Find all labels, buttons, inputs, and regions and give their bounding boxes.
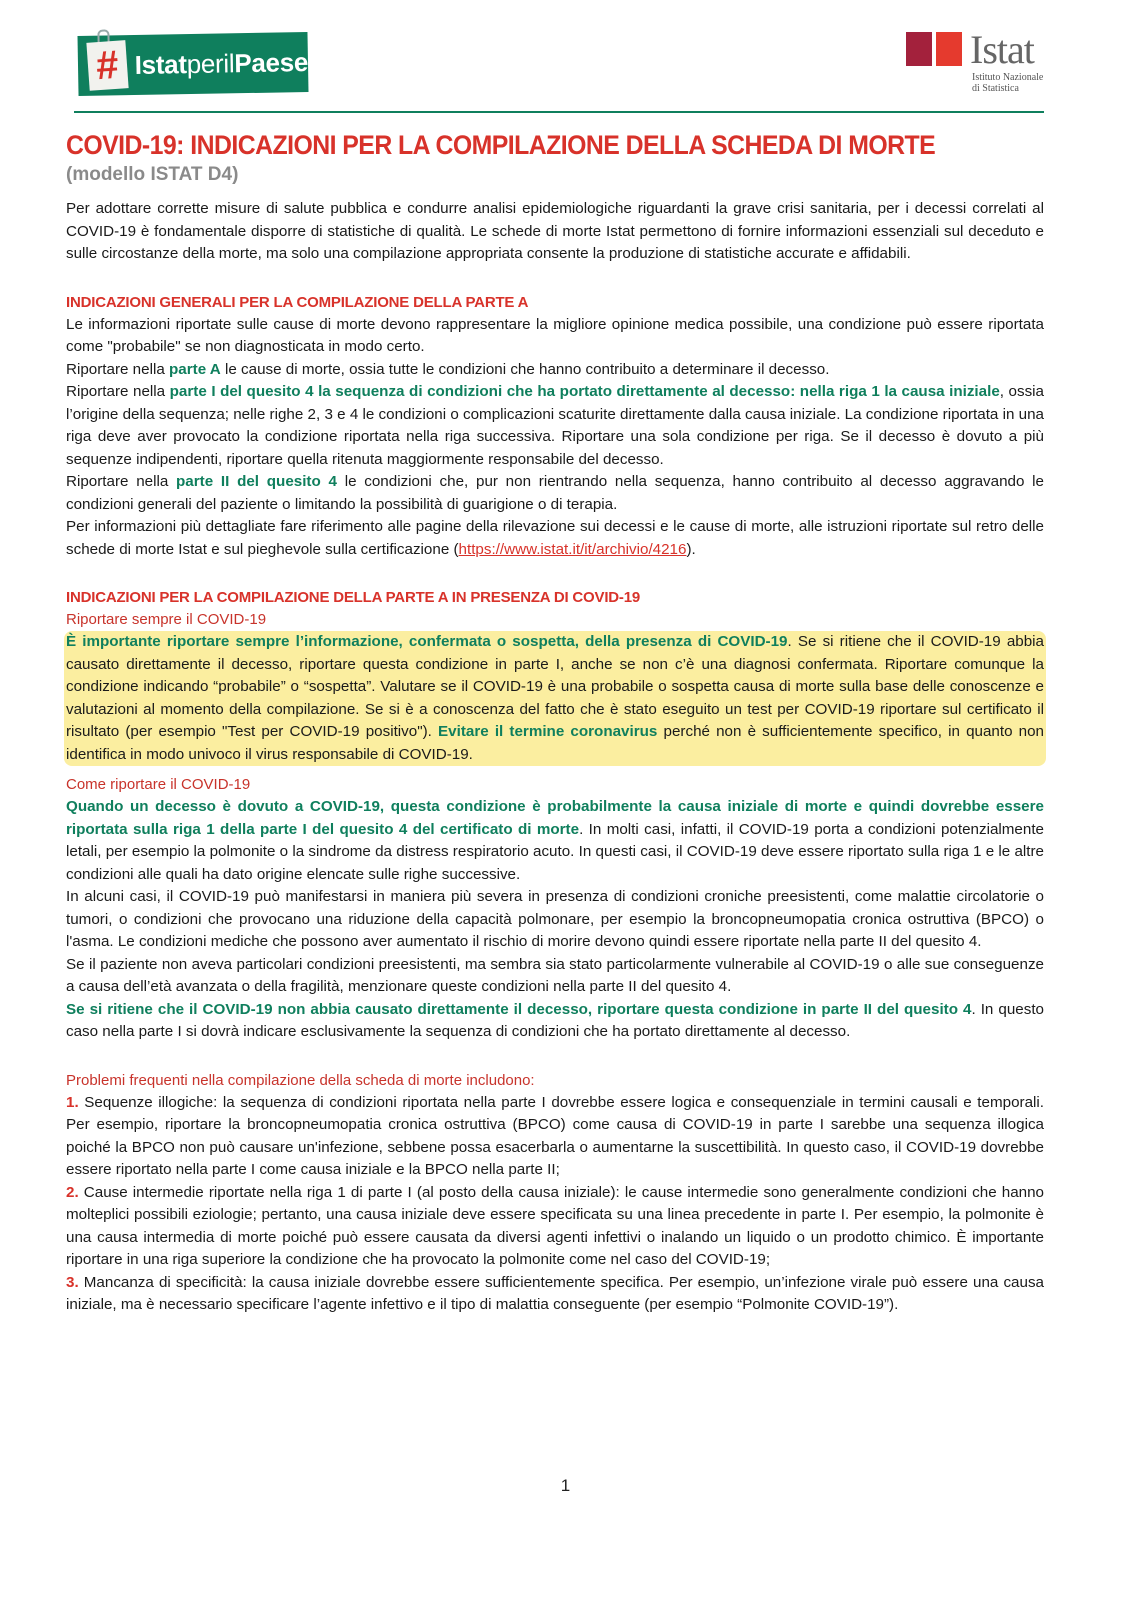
logo-text-peril: peril <box>186 47 235 79</box>
covid-paragraph-2: In alcuni casi, il COVID-19 può manifestarsi in maniera più severa in presenza di condizioni croniche preesistenti, come malattie circolatorie o tumori, o condizioni che provocano una riduzione della capacità polmonare, per esempio la broncopneumopatia cronica ostruttiva (BPCO) o l'asma. Le condizioni mediche che possono aver aumentato il rischio di morire devono quindi essere riportate nella parte II del quesito 4. <box>66 888 1044 950</box>
text: . In molti casi, infatti, il COVID-19 porta a condizioni potenzialmente letali, per esempio la polmonite o la sindrome da distress respiratorio acuto. In questi casi, il COVID-19 deve essere riportato sulla riga 1 e le altre condizioni alle quali ha dato origine elencate sulle righe successive. <box>66 820 1044 883</box>
problem-item-3 <box>66 1272 1044 1317</box>
logo-text-paese: Paese <box>234 46 309 78</box>
istat-subtitle-line1: Istituto Nazionale <box>972 72 1044 83</box>
header-divider <box>74 111 1044 113</box>
logo-text-istat: Istat <box>134 48 187 80</box>
general-paragraph-3 <box>66 381 1044 471</box>
page-number: 1 <box>560 1476 571 1495</box>
general-paragraph-4 <box>66 471 1044 516</box>
item-number: 2. <box>66 1183 79 1201</box>
item-number: 3. <box>66 1273 79 1291</box>
section-heading-covid: INDICAZIONI PER LA COMPILAZIONE DELLA PARTE A IN PRESENZA DI COVID-19 <box>66 589 641 606</box>
istat-wordmark: Istat <box>970 27 1034 72</box>
emphasis-green: Quando un decesso è dovuto a COVID-19, questa condizione è probabilmente la causa iniziale di morte e quindi dovrebbe essere riportata sulla riga 1 della parte I del quesito 4 del certificato di morte <box>66 798 1044 838</box>
general-paragraph-1: Le informazioni riportate sulle cause di morte devono rappresentare la migliore opinione medica possibile, una condizione può essere riportata come "probabile" se non diagnosticata in modo certo. <box>66 315 1044 355</box>
intro-paragraph: Per adottare corrette misure di salute pubblica e condurre analisi epidemiologiche riguardanti la grave crisi sanitaria, per i decessi correlati al COVID-19 è fondamentale disporre di statistiche di qualità. Le schede di morte Istat permettono di fornire informazioni essenziali sul deceduto e sulle circostanze della morte, ma solo una compilazione appropriata consente la produzione di statistiche accurate e affidabili. <box>66 200 1044 262</box>
item-text: Sequenze illogiche: la sequenza di condizioni riportata nella parte I dovrebbe essere logica e consequenziale in termini causali e temporali. Per esempio, riportare la broncopneumopatia cronica ostruttiva (BPCO) come causa di COVID-19 in parte I sarebbe una sequenza illogica poiché la BPCO non può causare un'infezione, sebbene possa esacerbarla o aumentarne la suscettibilità. In questo caso, il COVID-19 dovrebbe essere riportato nella parte I come causa iniziale e la BPCO nella parte II; <box>66 1093 1044 1178</box>
emphasis-green: parte I del quesito 4 la sequenza di condizioni che ha portato direttamente al decesso: nella riga 1 la causa iniziale <box>169 383 1000 400</box>
general-paragraph-2 <box>66 359 1044 382</box>
text: perché non è sufficientemente specifico, in quanto non identifica in modo univoco il virus responsabile di COVID-19. <box>66 723 1045 763</box>
hashtag-icon: # <box>86 40 128 91</box>
text: . In questo caso nella parte I si dovrà indicare esclusivamente la sequenza di condizioni che ha portato direttamente al decesso. <box>66 1000 1044 1040</box>
text: Riportare nella <box>66 383 170 400</box>
item-text: Cause intermedie riportate nella riga 1 di parte I (al posto della causa iniziale): le cause intermedie sono generalmente condizioni che hanno molteplici possibili eziologie; pertanto, una causa iniziale deve essere specificata su una linea precedente in parte I. Per esempio, la polmonite è una causa intermedia di morte poiché può essere causata da diversi agenti infettivi o inalando un liquido o un prodotto chimico. È importante riportare in una riga superiore la condizione che ha provocato la polmonite come nel caso del COVID-19; <box>66 1183 1044 1268</box>
text: Per informazioni più dettagliate fare riferimento alle pagine della rilevazione sui decessi e le cause di morte, alle istruzioni riportate sul retro delle schede di morte Istat e sul pieghevole sulla certificazione ( <box>66 518 1044 558</box>
subheading-always-report: Riportare sempre il COVID-19 <box>66 611 267 628</box>
general-paragraph-5 <box>66 516 1044 561</box>
istat-subtitle-line2: di Statistica <box>972 83 1019 94</box>
text: ). <box>686 540 696 558</box>
covid-paragraph-4 <box>66 999 1044 1044</box>
section-heading-problems: Problemi frequenti nella compilazione della scheda di morte includono: <box>66 1071 535 1089</box>
section-heading-general: INDICAZIONI GENERALI PER LA COMPILAZIONE DELLA PARTE A <box>66 293 529 311</box>
text: Riportare nella <box>66 360 169 378</box>
text: Riportare nella <box>66 473 177 490</box>
istat-logo <box>906 27 1046 110</box>
emphasis-green: parte II del quesito 4 <box>176 473 337 490</box>
document-title: COVID-19: INDICAZIONI PER LA COMPILAZIONE DELLA SCHEDA DI MORTE <box>66 130 936 160</box>
highlighted-paragraph <box>64 631 1046 766</box>
istat-per-il-paese-logo <box>77 32 308 96</box>
covid-paragraph-3: Se il paziente non aveva particolari condizioni preesistenti, ma sembra sia stato particolarmente vulnerabile al COVID-19 o alle sue conseguenze a causa dell’età avanzata o della fragilità, menzionare queste condizioni nella parte II del quesito 4. <box>66 955 1044 995</box>
text: . Se si ritiene che il COVID-19 abbia causato direttamente il decesso, riportare questa condizione in parte I, anche se non c’è una diagnosi confermata. Riportare comunque la condizione indicando “probabile” o “sospetta”. Valutare se il COVID-19 è una probabile o sospetta causa di morte sulla base delle conoscenze e valutazioni al momento della compilazione. Se si è a conoscenza del fatto che è stato eseguito un test per COVID-19 riportare sul certificato il risultato (per esempio "Test per COVID-19 positivo"). <box>66 633 1044 740</box>
emphasis-green: Se si ritiene che il COVID-19 non abbia causato direttamente il decesso, riportare questa condizione in parte II del quesito 4 <box>66 1000 972 1018</box>
istat-logo-block-red-icon <box>936 32 962 66</box>
text: le cause di morte, ossia tutte le condizioni che hanno contribuito a determinare il decesso. <box>220 360 830 378</box>
istat-subtitle <box>972 72 1043 94</box>
item-number: 1. <box>66 1093 79 1111</box>
emphasis-green: Evitare il termine coronavirus <box>438 723 658 740</box>
document-body <box>66 128 1044 1317</box>
istat-logo-block-dark-icon <box>906 32 932 66</box>
problem-item-2 <box>66 1182 1044 1272</box>
text: le condizioni che, pur non rientrando nella sequenza, hanno contribuito al decesso aggravando le condizioni generali del paziente o limitando la possibilità di guarigione o di terapia. <box>66 473 1044 513</box>
logo-left-text <box>134 46 308 80</box>
covid-paragraph-1 <box>66 796 1044 886</box>
emphasis-green: parte A <box>169 360 221 378</box>
document-subtitle: (modello ISTAT D4) <box>66 164 239 185</box>
item-text: Mancanza di specificità: la causa iniziale dovrebbe essere sufficientemente specifica. Per esempio, un’infezione virale può essere una causa iniziale, ma è necessario specificare l’agente infettivo e il tipo di malattia conseguente (per esempio “Polmonite COVID-19”). <box>66 1273 1044 1313</box>
subheading-how-to-report: Come riportare il COVID-19 <box>66 776 251 793</box>
text: , ossia l’origine della sequenza; nelle righe 2, 3 e 4 le condizioni o complicazioni scaturite direttamente dalla causa iniziale. La condizione riportata in una riga deve aver provocato la condizione riportata nella riga successiva. Riportare una sola condizione per riga. Se il decesso è dovuto a più sequenze indipendenti, riportare quella ritenuta maggiormente responsabile del decesso. <box>66 383 1044 468</box>
istat-archive-link[interactable]: https://www.istat.it/it/archivio/4216 <box>458 540 687 558</box>
problem-item-1 <box>66 1092 1044 1182</box>
emphasis-green: È importante riportare sempre l’informazione, confermata o sospetta, della presenza di COVID-19 <box>66 633 788 650</box>
page-header <box>66 27 1046 116</box>
